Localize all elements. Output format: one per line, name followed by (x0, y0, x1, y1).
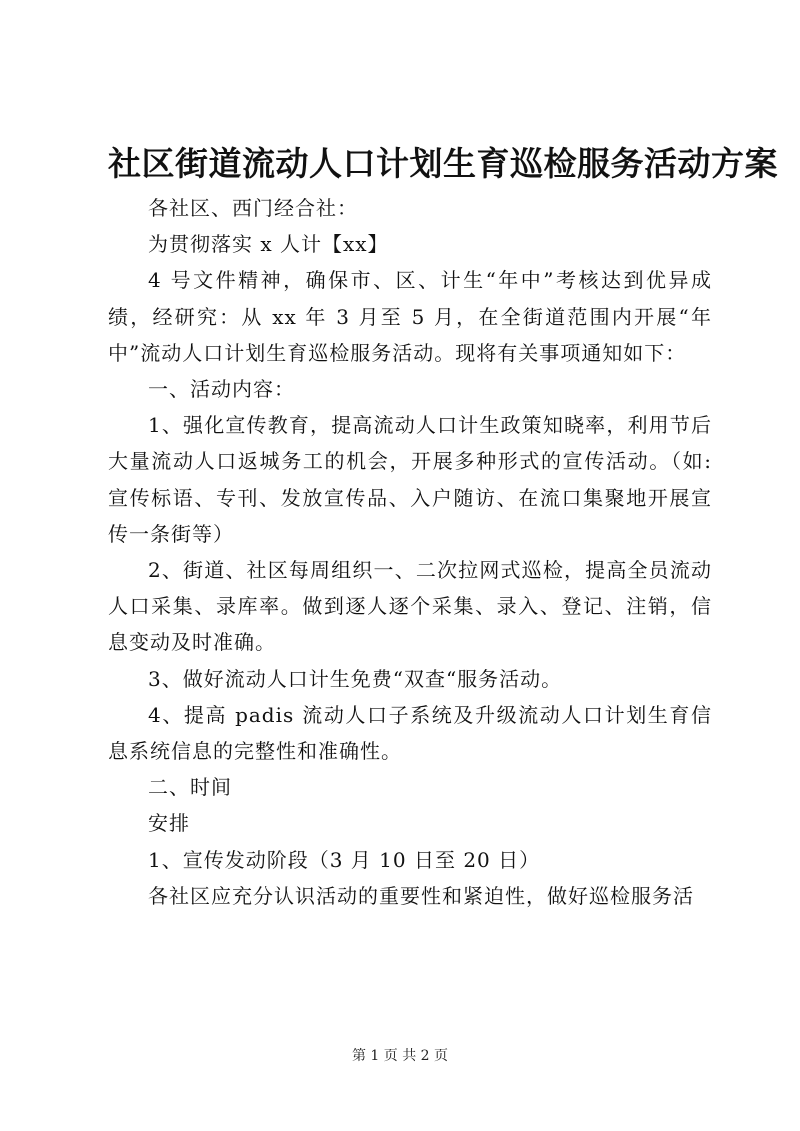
page-number-footer: 第 1 页 共 2 页 (351, 1048, 449, 1064)
section-heading-content: 一、活动内容： (148, 377, 295, 402)
paragraph-salutation: 各社区、西门经合社： (148, 196, 358, 220)
paragraph-item-1: 1、强化宣传教育，提高流动人口计生政策知晓率，利用节后大量流动人口返城务工的机会，开展多种形式的宣传活动。（如: 宣传标语、专刊、发放宣传品、入户随访、在流口集聚地开展宣传一条街等） (108, 413, 712, 546)
paragraph-item-3: 3、做好流动人口计生免费“双查“服务活动。 (148, 666, 563, 691)
document-title: 社区街道流动人口计划生育巡检服务活动方案 (108, 144, 778, 183)
paragraph-intro: 为贯彻落实 x 人计【xx】 (148, 232, 389, 257)
paragraph-stage-1: 1、宣传发动阶段（3 月 10 日至 20 日） (148, 847, 541, 872)
paragraph-item-4: 4、提高 padis 流动人口子系统及升级流动人口计划生育信息系统信息的完整性和准确性。 (108, 702, 712, 764)
paragraph-stage-1-detail: 各社区应充分认识活动的重要性和紧迫性，做好巡检服务活 (148, 883, 694, 908)
section-heading-time: 二、时间 (148, 775, 232, 800)
paragraph-arrangement: 安排 (148, 811, 190, 836)
paragraph-item-2: 2、街道、社区每周组织一、二次拉网式巡检，提高全员流动人口采集、录库率。做到逐人逐个采集、录入、登记、注销，信息变动及时准确。 (108, 558, 712, 655)
document-body (108, 190, 712, 914)
paragraph-notice: 4 号文件精神，确保市、区、计生“年中”考核达到优异成绩，经研究：从 xx 年 3 月至 5 月，在全街道范围内开展“年中”流动人口计划生育巡检服务活动。现将有关事项通知如下： (108, 268, 712, 365)
